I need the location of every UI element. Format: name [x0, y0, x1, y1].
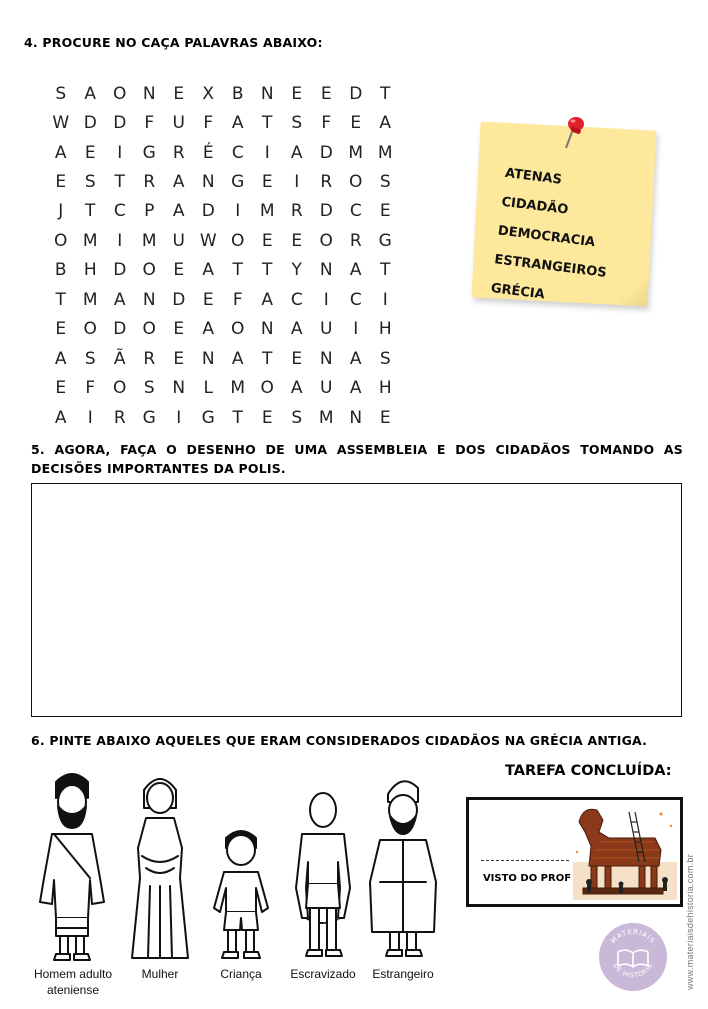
word-search-letter[interactable]: D	[319, 142, 333, 163]
word-search-letter[interactable]: I	[264, 142, 270, 163]
word-search-letter[interactable]: E	[84, 142, 96, 163]
word-search-letter[interactable]: T	[85, 201, 96, 222]
word-search-row	[46, 197, 400, 226]
word-search-letter[interactable]: E	[55, 172, 67, 193]
word-search-letter[interactable]: I	[176, 407, 182, 428]
word-list-item: GRÉCIA	[489, 281, 546, 303]
task-completed-box	[466, 797, 683, 907]
word-search-letter[interactable]: O	[319, 230, 333, 251]
athenian-man-icon[interactable]	[30, 768, 114, 964]
word-search-letter[interactable]: N	[172, 378, 186, 399]
word-search-row	[46, 79, 400, 108]
word-search-letter[interactable]: E	[261, 407, 273, 428]
word-search-letter[interactable]: T	[262, 113, 273, 134]
word-search-letter[interactable]: D	[201, 201, 215, 222]
word-search-letter[interactable]: E	[173, 319, 185, 340]
word-search-letter[interactable]: A	[349, 378, 362, 399]
word-search-letter[interactable]: N	[319, 348, 333, 369]
word-search-letter[interactable]: N	[201, 348, 215, 369]
word-search-letter[interactable]: F	[85, 378, 96, 399]
figure-label-woman: Mulher	[141, 967, 179, 981]
word-search-letter[interactable]: I	[382, 289, 388, 310]
word-search-letter[interactable]: A	[290, 142, 303, 163]
word-search-letter[interactable]: M	[348, 142, 364, 163]
word-search-letter[interactable]: H	[83, 260, 97, 281]
word-search-letter[interactable]: P	[144, 201, 155, 222]
word-search-letter[interactable]: S	[291, 113, 303, 134]
word-search-letter[interactable]: W	[199, 230, 217, 251]
word-search-letter[interactable]: D	[319, 201, 333, 222]
word-search-letter[interactable]: T	[262, 348, 273, 369]
word-search-letter[interactable]: E	[350, 113, 362, 134]
woman-icon[interactable]	[124, 768, 196, 964]
word-search-row	[46, 403, 400, 432]
word-search-letter[interactable]: R	[172, 142, 185, 163]
word-search-letter[interactable]: E	[379, 201, 391, 222]
word-search-letter[interactable]: C	[349, 201, 362, 222]
push-pin-icon	[560, 114, 590, 150]
word-search-letter[interactable]: R	[143, 348, 156, 369]
word-search-row	[46, 315, 400, 344]
word-search-letter[interactable]: A	[54, 142, 67, 163]
trojan-horse-icon	[569, 802, 681, 902]
word-list-item: ESTRANGEIROS	[493, 252, 608, 281]
word-search-letter[interactable]: A	[172, 172, 185, 193]
word-search-letter[interactable]: I	[117, 142, 123, 163]
word-search-letter[interactable]: A	[261, 289, 274, 310]
word-search-letter[interactable]: A	[231, 348, 244, 369]
word-search-letter[interactable]: U	[320, 378, 333, 399]
word-search-letter[interactable]: N	[260, 83, 274, 104]
word-list	[489, 159, 619, 317]
signature-line	[481, 860, 569, 861]
word-search-letter[interactable]: N	[349, 407, 363, 428]
word-search-row	[46, 256, 400, 285]
word-search-letter[interactable]: O	[349, 172, 363, 193]
word-search-letter[interactable]: T	[232, 260, 243, 281]
figure-label-enslaved: Escravizado	[290, 967, 356, 981]
word-search-letter[interactable]: R	[320, 172, 333, 193]
word-list-item: DEMOCRACIA	[497, 223, 596, 251]
word-search-letter[interactable]: A	[54, 407, 67, 428]
word-search-letter[interactable]: N	[142, 289, 156, 310]
word-search-letter[interactable]: C	[349, 289, 362, 310]
figure-label-athenian-man: Homem adulto ateniense	[33, 967, 113, 997]
foreigner-icon[interactable]	[366, 772, 440, 964]
word-search-letter[interactable]: T	[232, 407, 243, 428]
word-search-letter[interactable]: G	[142, 407, 156, 428]
word-search-letter[interactable]: A	[172, 201, 185, 222]
word-search-letter[interactable]: R	[113, 407, 126, 428]
word-search-letter[interactable]: B	[231, 83, 244, 104]
word-search-row	[46, 344, 400, 373]
word-search-letter[interactable]: G	[201, 407, 215, 428]
word-search-letter[interactable]: N	[260, 319, 274, 340]
word-search-letter[interactable]: N	[142, 83, 156, 104]
word-search-letter[interactable]: M	[141, 230, 157, 251]
word-search-letter[interactable]: A	[290, 319, 303, 340]
word-search-letter[interactable]: A	[290, 378, 303, 399]
word-list-item: CIDADÃO	[500, 194, 570, 218]
word-search-letter[interactable]: I	[235, 201, 241, 222]
word-search-row	[46, 373, 400, 402]
word-search-letter[interactable]: T	[262, 260, 273, 281]
word-search-letter[interactable]: I	[323, 289, 329, 310]
section-5-title: 5. AGORA, FAÇA O DESENHO DE UMA ASSEMBLEIA E DOS CIDADÃOS TOMANDO AS DECISÕES IMPORTANTES DA POLIS.	[31, 442, 683, 476]
word-search-letter[interactable]: O	[231, 319, 245, 340]
word-search-letter[interactable]: E	[379, 407, 391, 428]
logo-top-text: MATERIAIS	[609, 927, 657, 946]
word-search-letter[interactable]: M	[259, 201, 275, 222]
child-icon[interactable]	[206, 826, 276, 964]
word-search-letter[interactable]: E	[261, 172, 273, 193]
word-search-letter[interactable]: O	[260, 378, 274, 399]
word-search-letter[interactable]: W	[52, 113, 70, 134]
word-search-letter[interactable]: U	[172, 113, 185, 134]
word-search-letter[interactable]: A	[113, 289, 126, 310]
word-search-letter[interactable]: D	[113, 260, 127, 281]
word-search-letter[interactable]: T	[380, 260, 391, 281]
word-search-row	[46, 108, 400, 137]
word-search-letter[interactable]: L	[203, 378, 213, 399]
word-search-letter[interactable]: E	[261, 230, 273, 251]
word-search-letter[interactable]: É	[202, 142, 214, 163]
word-search-letter[interactable]: S	[84, 348, 96, 369]
word-search-letter[interactable]: A	[349, 260, 362, 281]
word-search-letter[interactable]: B	[54, 260, 67, 281]
word-search-row	[46, 226, 400, 255]
word-search-letter[interactable]: E	[173, 83, 185, 104]
section-4-title: 4. PROCURE NO CAÇA PALAVRAS ABAIXO:	[24, 35, 323, 50]
word-search-letter[interactable]: E	[320, 83, 332, 104]
word-search-letter[interactable]: C	[290, 289, 303, 310]
word-search-letter[interactable]: S	[84, 172, 96, 193]
word-search-letter[interactable]: T	[380, 83, 391, 104]
word-search-letter[interactable]: S	[143, 378, 155, 399]
word-search-letter[interactable]: D	[113, 113, 127, 134]
word-search-letter[interactable]: O	[142, 260, 156, 281]
word-search-letter[interactable]: A	[202, 260, 215, 281]
word-search-grid	[46, 79, 400, 432]
word-search-letter[interactable]: F	[232, 289, 243, 310]
word-search-letter[interactable]: A	[84, 83, 97, 104]
word-search-letter[interactable]: S	[379, 172, 391, 193]
word-search-letter[interactable]: I	[117, 230, 123, 251]
word-search-letter[interactable]: S	[291, 407, 303, 428]
word-search-letter[interactable]: O	[113, 378, 127, 399]
word-search-letter[interactable]: Ã	[113, 348, 126, 369]
word-search-letter[interactable]: S	[55, 83, 67, 104]
word-search-letter[interactable]: Y	[291, 260, 302, 281]
word-search-letter[interactable]: A	[349, 348, 362, 369]
word-search-letter[interactable]: N	[201, 172, 215, 193]
word-search-row	[46, 285, 400, 314]
word-search-letter[interactable]: D	[172, 289, 186, 310]
word-search-letter[interactable]: G	[231, 172, 245, 193]
section-6-title: 6. PINTE ABAIXO AQUELES QUE ERAM CONSIDERADOS CIDADÃOS NA GRÉCIA ANTIGA.	[31, 733, 648, 748]
word-search-letter[interactable]: U	[320, 319, 333, 340]
word-search-letter[interactable]: E	[55, 378, 67, 399]
word-search-letter[interactable]: M	[82, 230, 98, 251]
materiais-de-historia-logo-icon	[598, 922, 668, 992]
word-search-letter[interactable]: E	[291, 83, 303, 104]
word-search-letter[interactable]: T	[114, 172, 125, 193]
word-search-letter[interactable]: T	[55, 289, 66, 310]
word-list-item: ATENAS	[504, 165, 563, 188]
word-search-letter[interactable]: G	[378, 230, 392, 251]
word-search-letter[interactable]: C	[231, 142, 244, 163]
word-search-letter[interactable]: E	[291, 230, 303, 251]
word-search-letter[interactable]: H	[378, 319, 392, 340]
word-search-letter[interactable]: E	[55, 319, 67, 340]
word-search-letter[interactable]: M	[377, 142, 393, 163]
word-search-letter[interactable]: E	[291, 348, 303, 369]
word-search-letter[interactable]: D	[83, 113, 97, 134]
word-search-letter[interactable]: E	[173, 260, 185, 281]
word-search-letter[interactable]: E	[173, 348, 185, 369]
word-search-letter[interactable]: F	[203, 113, 214, 134]
word-search-letter[interactable]: R	[349, 230, 362, 251]
sticky-note	[470, 118, 660, 308]
word-search-letter[interactable]: U	[172, 230, 185, 251]
visto-label: VISTO DO PROF	[482, 873, 572, 884]
word-search-letter[interactable]: J	[58, 201, 64, 222]
word-search-letter[interactable]: O	[142, 319, 156, 340]
word-search-letter[interactable]: A	[231, 113, 244, 134]
word-search-letter[interactable]: M	[82, 289, 98, 310]
word-search-letter[interactable]: M	[318, 407, 334, 428]
word-search-letter[interactable]: S	[379, 348, 391, 369]
word-search-letter[interactable]: I	[353, 319, 359, 340]
word-search-letter[interactable]: I	[294, 172, 300, 193]
drawing-area[interactable]	[31, 483, 682, 717]
word-search-letter[interactable]: E	[202, 289, 214, 310]
word-search-letter[interactable]: D	[113, 319, 127, 340]
word-search-letter[interactable]: A	[202, 319, 215, 340]
word-search-letter[interactable]: O	[54, 230, 68, 251]
word-search-letter[interactable]: A	[54, 348, 67, 369]
word-search-letter[interactable]: D	[349, 83, 363, 104]
word-search-letter[interactable]: F	[321, 113, 332, 134]
word-search-letter[interactable]: O	[231, 230, 245, 251]
word-search-letter[interactable]: M	[230, 378, 246, 399]
word-search-letter[interactable]: X	[202, 83, 215, 104]
site-watermark: www.materiaisdehistoria.com.br	[685, 853, 695, 990]
figure-label-foreigner: Estrangeiro	[372, 967, 434, 981]
enslaved-person-icon[interactable]	[286, 788, 360, 964]
figure-label-child: Criança	[220, 967, 262, 981]
word-search-letter[interactable]: N	[319, 260, 333, 281]
word-search-letter[interactable]: A	[379, 113, 392, 134]
word-search-letter[interactable]: C	[113, 201, 126, 222]
word-search-letter[interactable]: O	[113, 83, 127, 104]
word-search-letter[interactable]: H	[378, 378, 392, 399]
logo-bottom-text: DE HISTÓRIA	[611, 961, 655, 980]
word-search-row	[46, 167, 400, 196]
word-search-letter[interactable]: O	[83, 319, 97, 340]
word-search-letter[interactable]: G	[142, 142, 156, 163]
word-search-row	[46, 138, 400, 167]
word-search-letter[interactable]: F	[144, 113, 155, 134]
word-search-letter[interactable]: R	[290, 201, 303, 222]
word-search-letter[interactable]: I	[87, 407, 93, 428]
task-completed-title: TAREFA CONCLUÍDA:	[505, 763, 672, 779]
word-search-letter[interactable]: R	[143, 172, 156, 193]
